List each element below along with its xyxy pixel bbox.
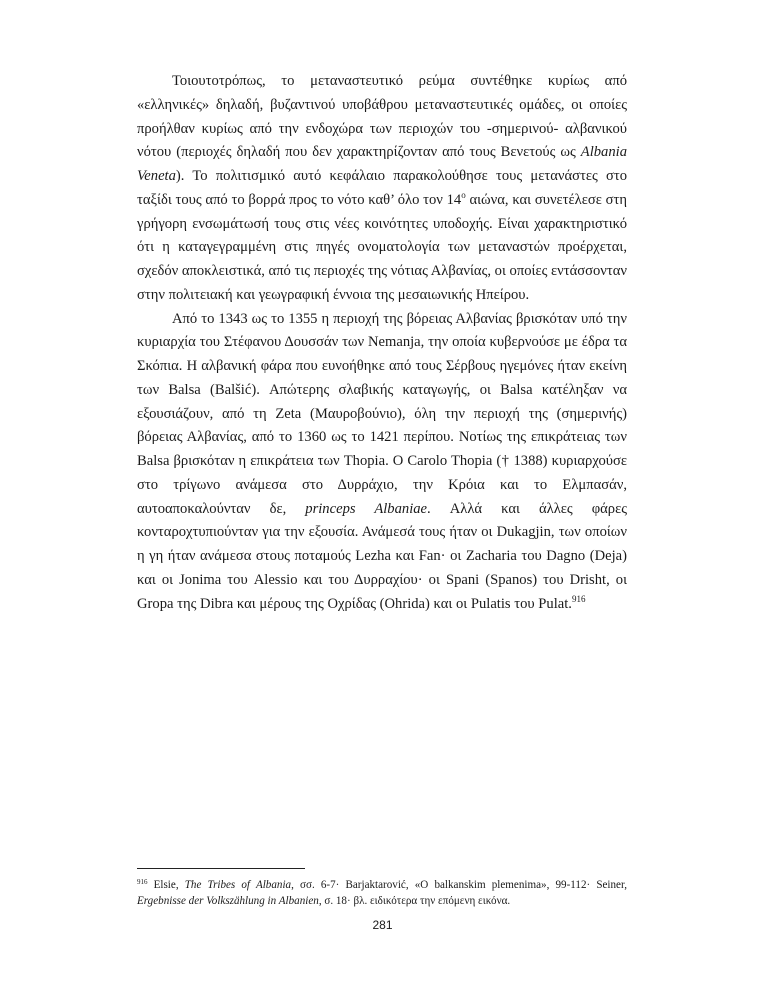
page-number: 281 xyxy=(372,918,393,932)
footnote-separator xyxy=(137,868,305,869)
paragraph-1-italic-term: Albania Veneta xyxy=(137,144,627,184)
footnote xyxy=(137,878,627,909)
paragraph-2 xyxy=(137,308,627,617)
paragraph-2-italic-term: princeps Albaniae xyxy=(305,500,428,517)
paragraph-1-text-a: Τοιουτοτρόπως, το μεταναστευτικό ρεύμα συντέθηκε κυρίως από «ελληνικές» δηλαδή, βυζαντινού υποβάθρου μεταναστευτικές ομάδες, οι οποίες προήλθαν κυρίως από την ενδοχώρα των περιοχών του -σημερινού- αλβανικού νότου (περιοχές δηλαδή που δεν χαρακτηρίζονταν από τους Βενετούς ως xyxy=(137,73,627,161)
footnote-text-c: , σ. 18· βλ. ειδικότερα την επόμενη εικόνα. xyxy=(318,894,511,907)
footnote-title-1: The Tribes of Albania xyxy=(184,879,292,891)
paragraph-1-ordinal-superscript: ο xyxy=(461,189,466,200)
body-text xyxy=(137,70,627,616)
footnote-title-2: Ergebnisse der Volkszählung in Albanien xyxy=(137,894,319,907)
paragraph-2-text-a: Από το 1343 ως το 1355 η περιοχή της βόρειας Αλβανίας βρισκόταν υπό την κυριαρχία του Στέφανου Δουσσάν των Nemanja, την οποία κυβερνούσε με έδρα τα Σκόπια. Η αλβανική φάρα που ευνοήθηκε από τους Σέρβους ηγεμόνες ήταν εκείνη των Balsa (Balšić). Απώτερης σλαβικής καταγωγής, οι Balsa κατέληξαν να εξουσιάζουν, από τη Zeta (Μαυροβούνιο), όλη την περιοχή της (σημερινής) βόρειας Αλβανίας, από το 1360 ως το 1421 περίπου. Νοτίως της επικράτειας των Balsa βρισκόταν η επικράτεια των Thopia. O Carolo Thopia († 1388) κυριαρχούσε στο τρίγωνο ανάμεσα στο Δυρράχιο, την Κρόια και το Ελμπασάν, αυτοαποκαλούνταν δε, xyxy=(137,310,627,517)
footnote-number: 916 xyxy=(137,878,148,886)
paragraph-1 xyxy=(137,70,627,308)
footnote-text-b: , σσ. 6-7· Barjaktarović, «O balkanskim plemenima», 99-112· Seiner, xyxy=(291,879,627,891)
paragraph-1-text-c: αιώνα, και συνετέλεσε στη γρήγορη ενσωμάτωσή τους στις νέες κοινότητες υποδοχής. Είναι χαρακτηριστικό ότι η καταγεγραμμένη στις πηγές ονοματολογία των μεταναστών προέρχεται, σχεδόν αποκλειστικά, από τις περιοχές της νότιας Αλβανίας, οι οποίες εντάσσονταν στην πολιτειακή και γεωγραφική έννοια της μεσαιωνικής Ηπείρου. xyxy=(137,191,627,303)
footnote-reference[interactable]: 916 xyxy=(571,593,586,604)
paragraph-2-text-b: . Αλλά και άλλες φάρες κονταροχτυπιούνταν για την εξουσία. Ανάμεσά τους ήταν οι Dukagjin, των οποίων η γη ήταν ανάμεσα στους ποταμούς Lezha και Fan· οι Zacharia του Dagno (Deja) και οι Jonima του Alessio και του Δυρραχίου· οι Spani (Spanos) του Drisht, οι Gropa της Dibra και μέρους της Οχρίδας (Ohrida) και οι Pulatis του Pulat. xyxy=(137,500,627,612)
footnote-text-a: Elsie, xyxy=(147,879,185,891)
paragraph-1-text-b: ). Το πολιτισμικό αυτό κεφάλαιο παρακολούθησε τους μετανάστες στο ταξίδι τους από το βορρά προς το νότο καθ’ όλο τον 14 xyxy=(137,168,627,208)
